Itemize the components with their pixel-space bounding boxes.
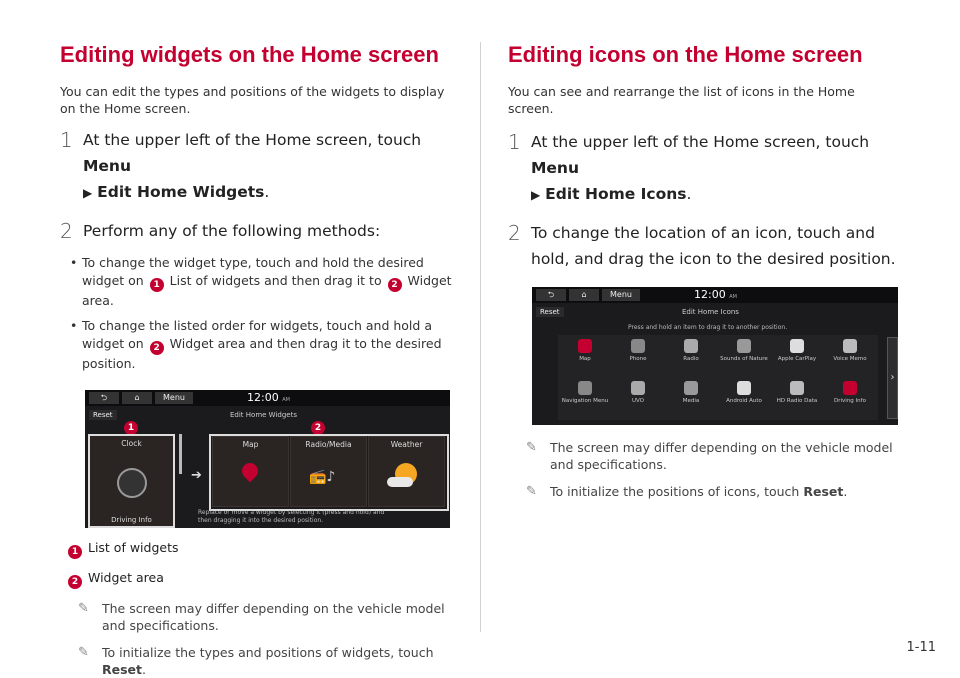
note: ✎ To initialize the types and positions of widgets, touch Reset. [78, 645, 434, 677]
home-icon: ⌂ [569, 289, 599, 301]
section-title: Editing widgets on the Home screen [60, 42, 439, 67]
app-glyph-icon [631, 381, 645, 395]
icon-label: HD Radio Data [776, 398, 818, 404]
pencil-icon: ✎ [526, 440, 537, 455]
widget-driving-info-label: Driving Info [111, 516, 152, 524]
app-glyph-icon [631, 339, 645, 353]
method-list [60, 254, 455, 373]
list-item: • To change the listed order for widgets, touch and hold a widget on 2 Widget area and then drag it to the desired position. [82, 317, 455, 373]
home-icon-item [558, 381, 612, 404]
home-icon-item [770, 339, 824, 362]
map-pin-icon [239, 460, 262, 483]
step-1: 1 At the upper left of the Home screen, touch Menu ▶ Edit Home Widgets. [60, 128, 422, 201]
screen-header: Edit Home Icons [682, 308, 739, 316]
app-glyph-icon [790, 339, 804, 353]
app-glyph-icon [737, 381, 751, 395]
column-divider [480, 42, 481, 632]
app-glyph-icon [684, 339, 698, 353]
step-number: 2 [60, 219, 73, 243]
app-glyph-icon [684, 381, 698, 395]
legend-item: 1 List of widgets [66, 540, 455, 559]
home-icon-item [823, 339, 877, 362]
step-2: 2 Perform any of the following methods: [60, 219, 381, 243]
widget-clock-label: Clock [121, 439, 142, 448]
arrow-icon: ▶ [531, 188, 541, 202]
icon-label: Phone [629, 356, 647, 362]
marker-badge: 1 [150, 278, 164, 292]
app-glyph-icon [843, 339, 857, 353]
cloud-icon [387, 477, 413, 487]
icon-label: Radio [683, 356, 699, 362]
pencil-icon: ✎ [526, 484, 537, 499]
marker-1: 1 [124, 421, 138, 435]
back-arrow-icon: ⮌ [89, 392, 119, 404]
pencil-icon: ✎ [78, 601, 89, 616]
icon-label: Driving Info [834, 398, 866, 404]
icon-label: Media [682, 398, 700, 404]
home-icon-item [717, 381, 771, 404]
marker-2: 2 [311, 421, 325, 435]
hint-text: Replace or move a widget by selecting it (press and hold) and then dragging it into the desired position. [198, 509, 385, 524]
reset-button: Reset [536, 307, 564, 317]
widget-weather: Weather [368, 436, 445, 507]
app-glyph-icon [843, 381, 857, 395]
icon-label: Apple CarPlay [777, 356, 817, 362]
icon-label: Map [579, 356, 591, 362]
home-icon-item [611, 339, 665, 362]
app-glyph-icon [578, 339, 592, 353]
clock-icon [117, 468, 147, 498]
note: ✎ The screen may differ depending on the vehicle model and specifications. [78, 601, 445, 633]
back-arrow-icon: ⮌ [536, 289, 566, 301]
hint-text: Press and hold an item to drag it to another position. [628, 324, 788, 331]
home-icon-item [823, 381, 877, 404]
edit-icons-screenshot [532, 287, 898, 425]
intro-text: You can edit the types and positions of the widgets to display on the Home screen. [60, 84, 445, 116]
page-number: 1-11 [906, 640, 936, 655]
menu-button: Menu [155, 392, 193, 404]
icon-label: Sounds of Nature [720, 356, 768, 362]
home-icon-item [664, 339, 718, 362]
intro-text: You can see and rearrange the list of icons in the Home screen. [508, 84, 855, 116]
step-number: 2 [508, 221, 521, 245]
list-item: • To change the widget type, touch and hold the desired widget on 1 List of widgets and then drag it to 2 Widget area. [82, 254, 455, 310]
home-icon-item [717, 339, 771, 362]
radio-note-icon: 📻♪ [309, 469, 336, 485]
step-number: 1 [508, 130, 521, 154]
right-column [508, 40, 903, 500]
app-glyph-icon [790, 381, 804, 395]
arrow-icon: ▶ [83, 186, 93, 200]
edit-widgets-screenshot [85, 390, 450, 528]
left-column [60, 40, 455, 678]
note: ✎ To initialize the positions of icons, touch Reset. [526, 484, 848, 499]
chevron-right-icon: › [887, 337, 898, 419]
widget-list-panel [88, 434, 175, 528]
pencil-icon: ✎ [78, 645, 89, 660]
legend-item: 2 Widget area [66, 570, 455, 589]
home-icon-item [664, 381, 718, 404]
scrollbar [179, 434, 182, 474]
icon-label: Navigation Menu [561, 398, 609, 404]
widget-radio-media: Radio/Media 📻♪ [290, 436, 367, 507]
legend [60, 540, 455, 589]
reset-button: Reset [89, 410, 117, 420]
icon-label: Android Auto [726, 398, 762, 404]
clock-time: 12:00 AM [694, 288, 737, 301]
icon-label: Voice Memo [833, 356, 867, 362]
app-glyph-icon [737, 339, 751, 353]
home-icon-item [611, 381, 665, 404]
step-2: 2 To change the location of an icon, touch and hold, and drag the icon to the desired position. [508, 221, 896, 268]
section-title: Editing icons on the Home screen [508, 42, 863, 67]
clock-time: 12:00 AM [247, 391, 290, 404]
home-icon-item [558, 339, 612, 362]
step-1: 1 At the upper left of the Home screen, touch Menu ▶ Edit Home Icons. [508, 130, 870, 203]
home-icon-item [770, 381, 824, 404]
marker-badge: 2 [150, 341, 164, 355]
home-icon: ⌂ [122, 392, 152, 404]
menu-button: Menu [602, 289, 640, 301]
marker-badge: 2 [388, 278, 402, 292]
widget-map: Map [212, 436, 289, 507]
icon-label: UVO [631, 398, 645, 404]
step-number: 1 [60, 128, 73, 152]
drag-arrow-icon: ➔ [191, 468, 202, 483]
note: ✎ The screen may differ depending on the vehicle model and specifications. [526, 440, 893, 472]
screen-header: Edit Home Widgets [230, 411, 297, 419]
app-glyph-icon [578, 381, 592, 395]
